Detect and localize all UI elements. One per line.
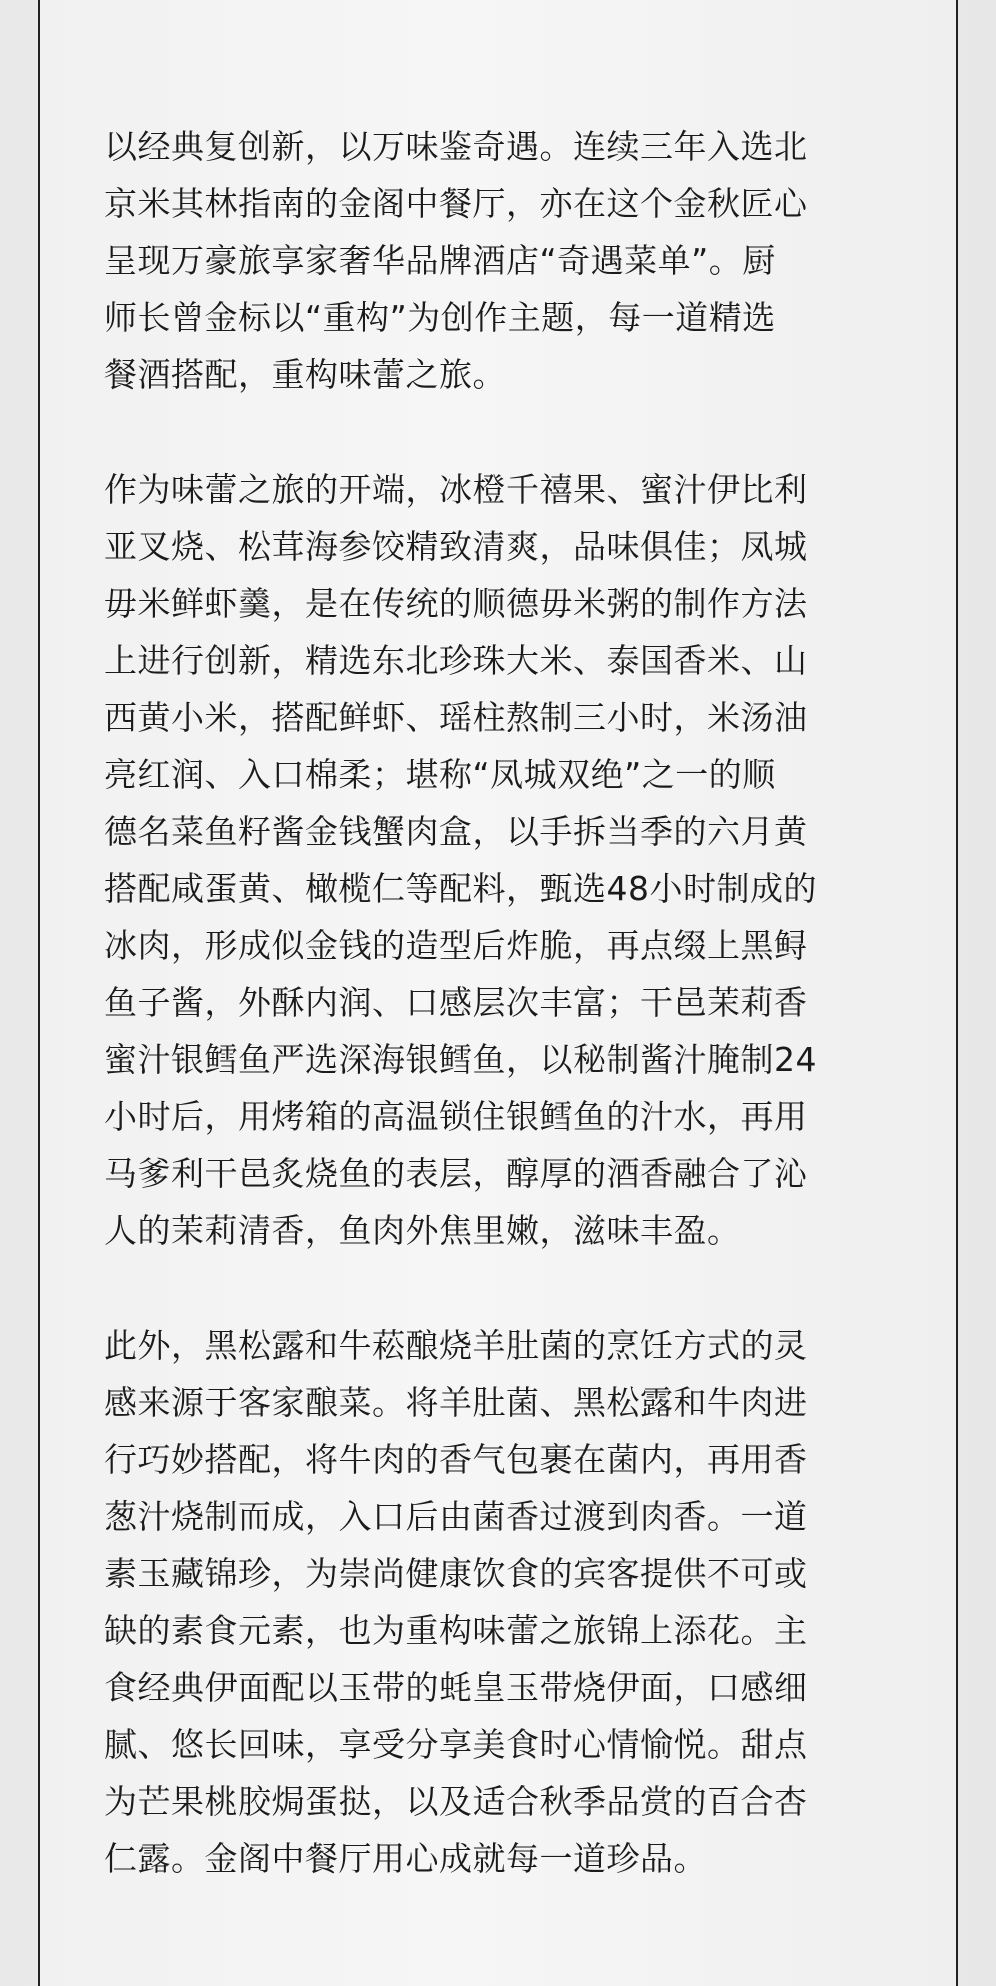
text-line: 上进行创新，精选东北珍珠大米、泰国香米、山 — [104, 641, 808, 680]
paragraph-more-dishes — [104, 1317, 896, 1887]
text-line: 亮红润、入口棉柔；堪称“凤城双绝”之一的顺 — [104, 755, 776, 794]
text-line: 德名菜鱼籽酱金钱蟹肉盒，以手拆当季的六月黄 — [104, 812, 808, 851]
paragraph-intro — [104, 118, 896, 403]
text-line: 呈现万豪旅享家奢华品牌酒店“奇遇菜单”。厨 — [104, 241, 776, 280]
text-line: 蜜汁银鳕鱼严选深海银鳕鱼，以秘制酱汁腌制24 — [104, 1040, 817, 1079]
text-line: 搭配咸蛋黄、橄榄仁等配料，甄选48小时制成的 — [104, 869, 817, 908]
paragraph-dishes — [104, 461, 896, 1259]
text-line: 师长曾金标以“重构”为创作主题，每一道精选 — [104, 298, 776, 337]
text-line: 作为味蕾之旅的开端，冰橙千禧果、蜜汁伊比利 — [104, 470, 808, 509]
text-line: 腻、悠长回味，享受分享美食时心情愉悦。甜点 — [104, 1725, 808, 1764]
text-line: 西黄小米，搭配鲜虾、瑶柱熬制三小时，米汤油 — [104, 698, 808, 737]
text-line: 鱼子酱，外酥内润、口感层次丰富；干邑茉莉香 — [104, 983, 808, 1022]
text-line: 京米其林指南的金阁中餐厅，亦在这个金秋匠心 — [104, 184, 808, 223]
text-line: 感来源于客家酿菜。将羊肚菌、黑松露和牛肉进 — [104, 1383, 808, 1422]
text-line: 人的茉莉清香，鱼肉外焦里嫩，滋味丰盈。 — [104, 1211, 741, 1250]
text-line: 毋米鲜虾羹，是在传统的顺德毋米粥的制作方法 — [104, 584, 808, 623]
text-line: 以经典复创新，以万味鉴奇遇。连续三年入选北 — [104, 127, 808, 166]
text-line: 小时后，用烤箱的高温锁住银鳕鱼的汁水，再用 — [104, 1097, 808, 1136]
text-line: 马爹利干邑炙烧鱼的表层，醇厚的酒香融合了沁 — [104, 1154, 808, 1193]
text-line: 此外，黑松露和牛菘酿烧羊肚菌的烹饪方式的灵 — [104, 1326, 808, 1365]
text-line: 素玉藏锦珍，为崇尚健康饮食的宾客提供不可或 — [104, 1554, 808, 1593]
text-line: 为芒果桃胶焗蛋挞，以及适合秋季品赏的百合杏 — [104, 1782, 808, 1821]
text-line: 食经典伊面配以玉带的蚝皇玉带烧伊面，口感细 — [104, 1668, 808, 1707]
text-line: 冰肉，形成似金钱的造型后炸脆，再点缀上黑鲟 — [104, 926, 808, 965]
text-line: 亚叉烧、松茸海参饺精致清爽，品味俱佳；凤城 — [104, 527, 808, 566]
text-line: 仁露。金阁中餐厅用心成就每一道珍品。 — [104, 1839, 707, 1878]
text-line: 餐酒搭配，重构味蕾之旅。 — [104, 355, 506, 394]
text-line: 缺的素食元素，也为重构味蕾之旅锦上添花。主 — [104, 1611, 808, 1650]
text-line: 葱汁烧制而成，入口后由菌香过渡到肉香。一道 — [104, 1497, 808, 1536]
text-line: 行巧妙搭配，将牛肉的香气包裹在菌内，再用香 — [104, 1440, 808, 1479]
